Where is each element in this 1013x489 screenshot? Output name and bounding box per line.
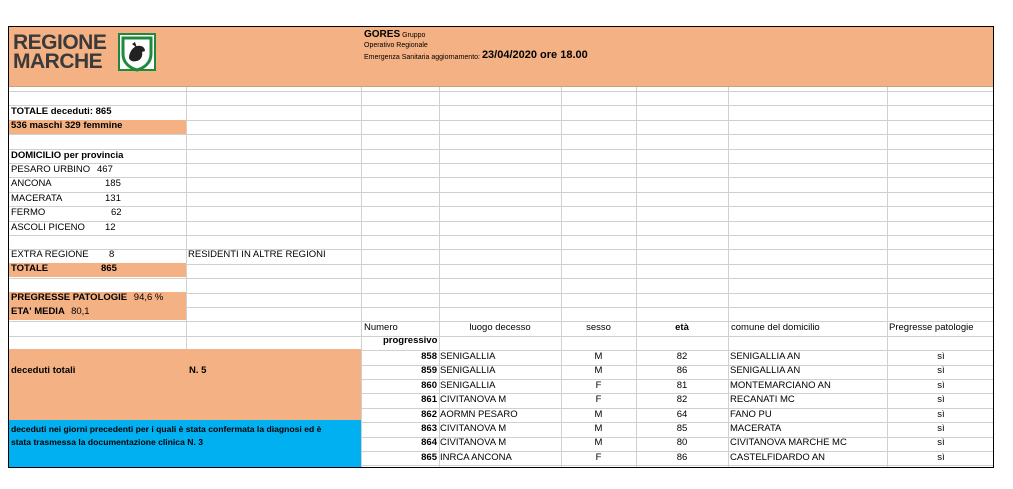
row-luogo: CIVITANOVA M [440, 423, 507, 434]
deceduti-totali-box [9, 349, 361, 420]
row-sesso: M [594, 408, 603, 420]
col-header-luogo: luogo decesso [469, 322, 531, 333]
row-number: 864 [421, 437, 437, 449]
row-luogo: AORMN PESARO [440, 408, 518, 420]
row-sesso: M [594, 351, 603, 362]
col-header-numero: Numero [364, 322, 398, 333]
row-patologie: sì [937, 451, 945, 463]
province-name: MACERATA [11, 192, 63, 204]
row-patologie: sì [937, 351, 945, 362]
row-comune: RECANATI MC [730, 394, 795, 406]
totale-deceduti: TOTALE deceduti: 865 [11, 106, 112, 117]
row-patologie: sì [937, 365, 945, 377]
grid-row-line [9, 105, 993, 106]
row-eta: 81 [676, 379, 688, 391]
grid-row-line [9, 206, 993, 207]
grid-row-line [9, 221, 993, 222]
row-patologie: sì [937, 423, 945, 434]
row-eta: 82 [676, 351, 688, 362]
row-sesso: F [595, 379, 602, 391]
row-eta: 80 [676, 437, 688, 449]
province-value: 185 [105, 178, 121, 190]
row-sesso: F [595, 451, 602, 463]
grid-row-line [9, 235, 993, 236]
row-luogo: INRCA ANCONA [440, 451, 512, 463]
shield-icon [117, 32, 157, 72]
row-patologie: sì [937, 408, 945, 420]
row-eta: 86 [676, 365, 688, 377]
domicilio-title: DOMICILIO per provincia [11, 150, 124, 161]
extra-regione-label: EXTRA REGIONE [11, 249, 89, 260]
grid-row-line [9, 336, 993, 337]
row-comune: MONTEMARCIANO AN [730, 379, 831, 391]
grid-row-line [9, 91, 993, 92]
row-number: 860 [421, 379, 437, 391]
extra-regione-note: RESIDENTI IN ALTRE REGIONI [188, 249, 326, 260]
row-patologie: sì [937, 379, 945, 391]
row-luogo: SENIGALLIA [440, 365, 496, 377]
row-number: 863 [421, 423, 437, 434]
row-comune: SENIGALLIA AN [730, 351, 801, 362]
row-number: 858 [421, 351, 437, 362]
row-comune: CASTELFIDARDO AN [730, 451, 826, 463]
grid-row-line [9, 134, 993, 135]
row-eta: 82 [676, 394, 688, 406]
row-sesso: M [594, 423, 603, 434]
row-luogo: CIVITANOVA M [440, 437, 507, 449]
patologie-row: PREGRESSE PATOLOGIE 94,6 % [9, 292, 186, 306]
row-number: 861 [421, 394, 437, 406]
row-luogo: CIVITANOVA M [440, 394, 507, 406]
province-value: 467 [97, 164, 113, 175]
grid-row-line [9, 149, 993, 150]
regione-marche-logo [13, 31, 183, 75]
gender-split: 536 maschi 329 femmine [9, 120, 186, 134]
row-luogo: SENIGALLIA [440, 379, 496, 391]
row-number: 859 [421, 365, 437, 377]
row-eta: 64 [676, 408, 688, 420]
col-header-eta: età [675, 322, 689, 333]
row-patologie: sì [937, 437, 945, 449]
row-eta: 85 [676, 423, 688, 434]
col-header-patologie: Pregresse patologie [889, 322, 974, 333]
deceduti-precedenti-box [9, 420, 361, 468]
row-patologie: sì [937, 394, 945, 406]
grid-row-line [9, 192, 993, 193]
grid-row-line [9, 249, 993, 250]
deceduti-totali-label: deceduti totali [11, 365, 76, 376]
row-comune: SENIGALLIA AN [730, 365, 801, 377]
province-value: 12 [105, 221, 116, 233]
spreadsheet [8, 26, 994, 468]
logo-text: REGIONE MARCHE [13, 31, 107, 73]
precedenti-line2: stata trasmessa la documentazione clinica N. 3 [11, 437, 204, 447]
totale-row: TOTALE 865 [9, 263, 186, 277]
row-comune: CIVITANOVA MARCHE MC [730, 437, 847, 449]
row-number: 865 [421, 451, 437, 463]
row-number: 862 [421, 408, 437, 420]
extra-regione-value: 8 [109, 249, 115, 260]
province-name: PESARO URBINO [11, 164, 91, 175]
precedenti-line1: deceduti nei giorni precedenti per i quali è stata confermata la diagnosi ed è [11, 424, 322, 434]
deceduti-totali-value: N. 5 [189, 365, 207, 376]
province-name: ASCOLI PICENO [11, 221, 85, 233]
province-name: ANCONA [11, 178, 52, 190]
row-comune: FANO PU [730, 408, 772, 420]
eta-media-row: ETA' MEDIA 80,1 [9, 306, 186, 320]
row-sesso: M [594, 365, 603, 377]
province-value: 62 [111, 207, 122, 219]
grid-row-line [9, 177, 993, 178]
row-comune: MACERATA [730, 423, 782, 434]
row-eta: 86 [676, 451, 688, 463]
grid-row-line [9, 163, 993, 164]
grid-row-line [9, 278, 993, 279]
row-sesso: M [594, 437, 603, 449]
province-name: FERMO [11, 207, 46, 219]
gores-info: GORES Gruppo Operativo Regionale Emergenza Sanitaria aggiornamento: 23/04/2020 ore 18.00 [364, 29, 588, 61]
header-band [9, 27, 993, 87]
update-date: 23/04/2020 ore 18.00 [481, 49, 588, 61]
row-luogo: SENIGALLIA [440, 351, 496, 362]
province-value: 131 [105, 192, 121, 204]
col-header-comune: comune del domicilio [731, 322, 820, 333]
row-sesso: F [595, 394, 602, 406]
col-header-progressivo: progressivo [383, 335, 438, 346]
col-header-sesso: sesso [586, 322, 611, 333]
